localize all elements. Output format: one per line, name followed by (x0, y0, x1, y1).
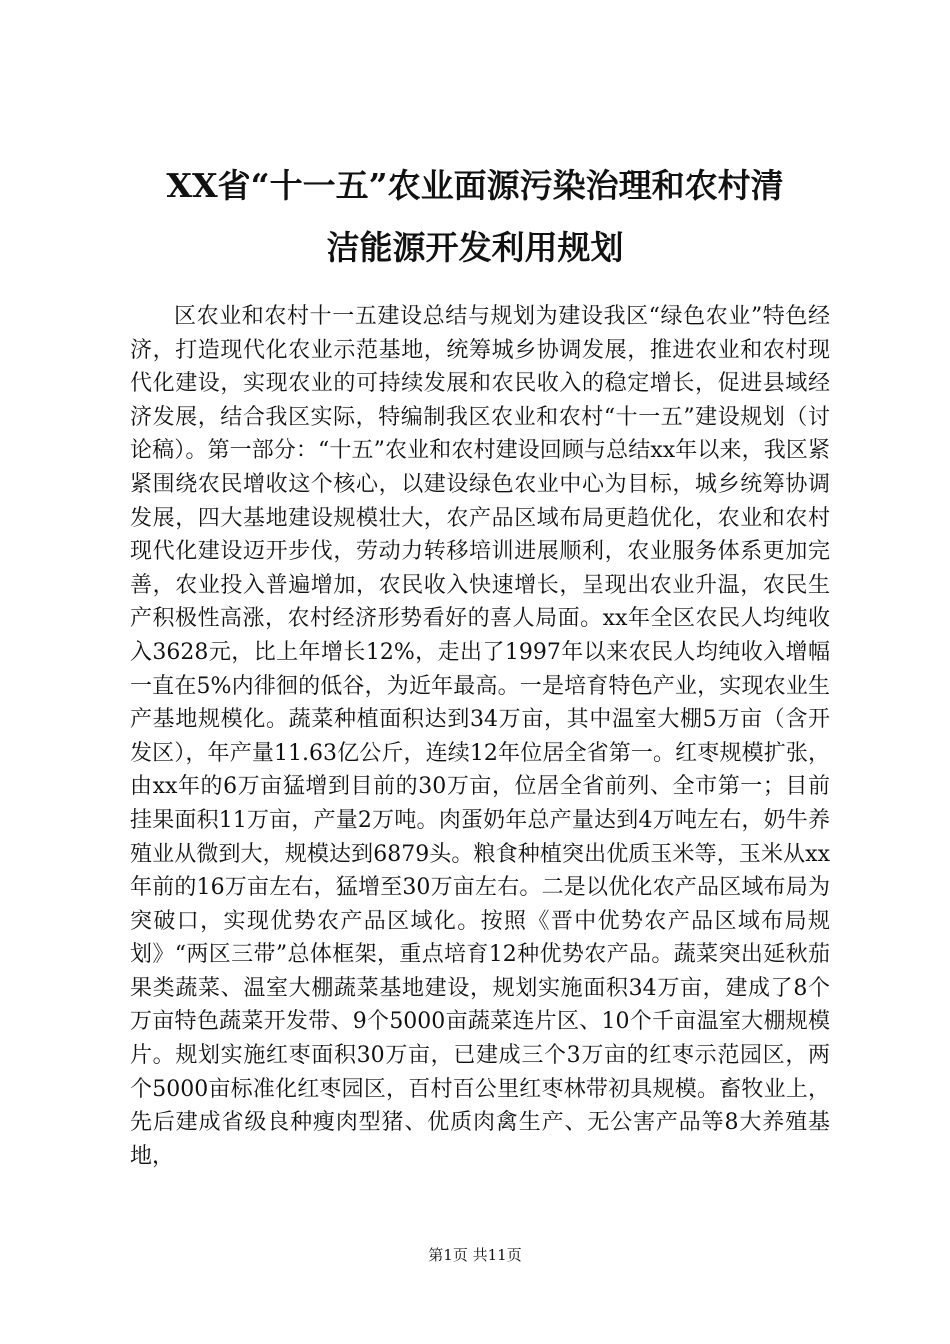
document-body-paragraph: 区农业和农村十一五建设总结与规划为建设我区“绿色农业”特色经济，打造现代化农业示范基地，统筹城乡协调发展，推进农业和农村现代化建设，实现农业的可持续发展和农民收入的稳定增长，促进县域经济发展，结合我区实际，特编制我区农业和农村“十一五”建设规划（讨论稿）。第一部分：“十五”农业和农村建设回顾与总结xx年以来，我区紧紧围绕农民增收这个核心，以建设绿色农业中心为目标，城乡统筹协调发展，四大基地建设规模壮大，农产品区域布局更趋优化，农业和农村现代化建设迈开步伐，劳动力转移培训进展顺利，农业服务体系更加完善，农业投入普遍增加，农民收入快速增长，呈现出农业升温，农民生产积极性高涨，农村经济形势看好的喜人局面。xx年全区农民人均纯收入3628元，比上年增长12%，走出了1997年以来农民人均纯收入增幅一直在5%内徘徊的低谷，为近年最高。一是培育特色产业，实现农业生产基地规模化。蔬菜种植面积达到34万亩，其中温室大棚5万亩（含开发区），年产量11.63亿公斤，连续12年位居全省第一。红枣规模扩张，由xx年的6万亩猛增到目前的30万亩，位居全省前列、全市第一；目前挂果面积11万亩，产量2万吨。肉蛋奶年总产量达到4万吨左右，奶牛养殖业从微到大，规模达到6879头。粮食种植突出优质玉米等，玉米从xx年前的16万亩左右，猛增至30万亩左右。二是以优化农产品区域布局为突破口，实现优势农产品区域化。按照《晋中优势农产品区域布局规划》“两区三带”总体框架，重点培育12种优势农产品。蔬菜突出延秋茄果类蔬菜、温室大棚蔬菜基地建设，规划实施面积34万亩，建成了8个万亩特色蔬菜开发带、9个5000亩蔬菜连片区、10个千亩温室大棚规模片。规划实施红枣面积30万亩，已建成三个3万亩的红枣示范园区，两个5000亩标准化红枣园区，百村百公里红枣林带初具规模。畜牧业上，先后建成省级良种瘦肉型猪、优质肉禽生产、无公害产品等8大养殖基地， (130, 304, 830, 1169)
document-title-line-2: 洁能源开发利用规划 (326, 228, 624, 267)
page-footer: 第1页 共11页 (428, 1246, 522, 1264)
document-title-line-1: XX省“十一五”农业面源污染治理和农村清 (166, 166, 784, 205)
